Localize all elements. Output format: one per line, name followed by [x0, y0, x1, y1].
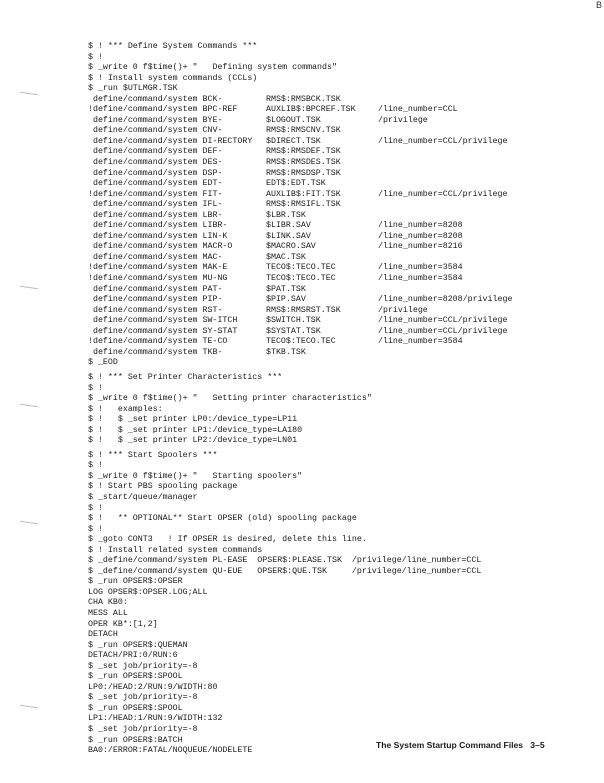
define-command: define/command/system RST- [88, 305, 223, 315]
code-line: $ ! $ _set printer LP1:/device_type=LA180 [88, 425, 303, 435]
task-file: $TKB.TSK [266, 347, 306, 357]
qualifiers: /line_number=CCL [378, 105, 458, 115]
qualifiers: /line_number=CCL/privilege [378, 136, 508, 146]
task-file: RMS$:RMSBCK.TSK [266, 94, 341, 104]
qualifiers: /line_number=8208 [378, 221, 463, 231]
define-command-row [88, 242, 512, 253]
code-line: LP1:/HEAD:1/RUN:9/WIDTH:132 [88, 714, 223, 724]
code-line: $ ! [88, 383, 103, 393]
task-file: $PAT.TSK [266, 284, 306, 294]
define-command-row [88, 169, 512, 180]
define-command: define/command/system LIBR- [88, 221, 228, 231]
qualifiers: /line_number=8208 [378, 231, 463, 241]
code-line: LP0:/HEAD:2/RUN:9/WIDTH:80 [88, 682, 218, 692]
code-line: $ ! *** Define System Commands *** [88, 42, 258, 51]
qualifiers: /privilege [378, 305, 428, 315]
define-command-row [88, 200, 512, 211]
code-line: $ _run OPSER$:SPOOL [88, 703, 183, 713]
code-line: LOG OPSER$:OPSER.LOG;ALL [88, 587, 208, 597]
code-line: $ ! *** Set Printer Characteristics *** [88, 372, 283, 382]
task-file: $MAC.TSK [266, 252, 306, 262]
define-command-row [88, 116, 512, 127]
code-line: $ _start/queue/manager [88, 492, 198, 502]
define-command: !define/command/system MAK-E [88, 263, 228, 273]
task-file: RMS$:RMSDEF.TSK [266, 147, 341, 157]
margin-mark [20, 286, 38, 290]
task-file: $PIP.SAV [266, 295, 306, 305]
code-line: DETACH/PRI:0/RUN:6 [88, 651, 178, 661]
task-file: $LOGOUT.TSK [266, 115, 321, 125]
task-file: $MACRO.SAV [266, 242, 316, 252]
define-command-row [88, 295, 512, 306]
define-command: !define/command/system TE-CO [88, 337, 228, 347]
task-file: TECO$:TECO.TEC [266, 263, 336, 273]
code-line: $ ! [88, 524, 103, 534]
define-command: define/command/system LIN-K [88, 231, 228, 241]
qualifiers: /line_number=8216 [378, 242, 463, 252]
define-command-row [88, 158, 512, 169]
define-command-row [88, 263, 512, 274]
code-line: $ _define/command/system QU-EUE OPSER$:QUE.TSK /privilege/line_number=CCL [88, 566, 482, 576]
define-command-row [88, 316, 512, 327]
task-file: TECO$:TECO.TEC [266, 337, 336, 347]
qualifiers: /privilege [378, 115, 428, 125]
code-line: MESS ALL [88, 608, 128, 618]
define-command: define/command/system IFL- [88, 200, 223, 210]
task-file: $LBR.TSK [266, 210, 306, 220]
margin-mark [20, 521, 38, 525]
task-file: RMS$:RMSCNV.TSK [266, 126, 341, 136]
task-file: EDT$:EDT.TSK [266, 179, 326, 189]
define-command: define/command/system MAC- [88, 252, 223, 262]
command-file-listing [88, 42, 512, 757]
qualifiers: /line_number=3584 [378, 263, 463, 273]
define-command-row [88, 306, 512, 317]
code-line: $ ! [88, 52, 103, 62]
task-file: RMS$:RMSDSP.TSK [266, 168, 341, 178]
define-command: define/command/system CNV- [88, 126, 223, 136]
corner-mark: B [595, 0, 602, 10]
code-line: $ ! $ _set printer LP2:/device_type=LN01 [88, 436, 298, 446]
task-file: $LINK.SAV [266, 231, 311, 241]
define-command-row [88, 95, 512, 106]
code-line: $ ! *** Start Spoolers *** [88, 450, 218, 460]
define-command: define/command/system EDT- [88, 179, 223, 189]
code-line: $ _set job/priority=-8 [88, 725, 198, 734]
qualifiers: /line_number=3584 [378, 337, 463, 347]
define-command-row [88, 337, 512, 348]
task-file: AUXLIB$:FIT.TSK [266, 189, 341, 199]
margin-mark [20, 705, 38, 709]
define-command: define/command/system PIP- [88, 295, 223, 305]
define-command: !define/command/system MU-NG [88, 274, 228, 284]
code-line: CHA KB0: [88, 598, 128, 608]
code-line: $ _set job/priority=-8 [88, 693, 198, 703]
define-command: define/command/system TKB- [88, 347, 223, 357]
footer-title: The System Startup Command Files [376, 740, 524, 750]
define-command: define/command/system BCK- [88, 94, 223, 104]
define-command: define/command/system MACR-O [88, 242, 233, 252]
code-line: $ _set job/priority=-8 [88, 661, 198, 671]
define-command: define/command/system SW-ITCH [88, 316, 238, 326]
define-command-row [88, 147, 512, 158]
qualifiers: /line_number=CCL/privilege [378, 326, 508, 336]
task-file: RMS$:RMSIFL.TSK [266, 200, 341, 210]
define-command: !define/command/system BPC-REF [88, 105, 238, 115]
define-command-row [88, 190, 512, 201]
define-command: define/command/system BYE- [88, 115, 223, 125]
code-line: $ _write 0 f$time()+ " Starting spoolers" [88, 471, 303, 481]
task-file: $DIRECT.TSK [266, 136, 321, 146]
task-file: RMS$:RMSRST.TSK [266, 305, 341, 315]
define-command-row [88, 327, 512, 338]
qualifiers: /line_number=CCL/privilege [378, 189, 508, 199]
code-line: $ _run OPSER$:BATCH [88, 735, 183, 745]
define-command-row [88, 253, 512, 264]
code-line: $ _goto CONT3 ! If OPSER is desired, delete this line. [88, 535, 367, 545]
define-command: define/command/system SY-STAT [88, 326, 238, 336]
task-file: RMS$:RMSDES.TSK [266, 158, 341, 168]
task-file: $SWITCH.TSK [266, 316, 321, 326]
code-line: $ _define/command/system PL-EASE OPSER$:PLEASE.TSK /privilege/line_number=CCL [88, 556, 482, 566]
code-line: OPER KB*:[1,2] [88, 619, 158, 629]
page-number: 3–5 [530, 740, 545, 750]
task-file: $SYSTAT.TSK [266, 326, 321, 336]
define-command: !define/command/system FIT- [88, 189, 223, 199]
define-command: define/command/system DES- [88, 158, 223, 168]
define-command-row [88, 126, 512, 137]
define-command: define/command/system DEF- [88, 147, 223, 157]
code-line: $ _run OPSER$:QUEMAN [88, 640, 188, 650]
define-command: define/command/system DSP- [88, 168, 223, 178]
code-line: DETACH [88, 630, 118, 640]
qualifiers: /line_number=CCL/privilege [378, 316, 508, 326]
page-footer [376, 740, 545, 750]
code-line: $ _EOD [88, 358, 118, 368]
define-command: define/command/system DI-RECTORY [88, 136, 253, 146]
code-line: $ ! Start PBS spooling package [88, 482, 238, 492]
task-file: TECO$:TECO.TEC [266, 274, 336, 284]
define-command: define/command/system PAT- [88, 284, 223, 294]
define-command-row [88, 348, 512, 359]
task-file: $LIBR.SAV [266, 221, 311, 231]
margin-mark [20, 92, 38, 96]
code-line: $ _run OPSER$:OPSER [88, 577, 183, 587]
code-line: $ ! $ _set printer LP0:/device_type=LP11 [88, 415, 298, 425]
define-command-row [88, 221, 512, 232]
code-line: $ ! Install related system commands [88, 545, 263, 555]
code-line: $ ! Install system commands (CCLs) [88, 73, 258, 83]
task-file: AUXLIB$:BPCREF.TSK [266, 105, 356, 115]
code-line: $ ! ** OPTIONAL** Start OPSER (old) spooling package [88, 514, 357, 524]
code-line: $ ! [88, 503, 103, 513]
qualifiers: /line_number=3584 [378, 274, 463, 284]
code-line: BA0:/ERROR:FATAL/NOQUEUE/NODELETE [88, 746, 253, 756]
define-command-row [88, 211, 512, 222]
define-command-row [88, 232, 512, 243]
define-command-row [88, 179, 512, 190]
define-command-row [88, 137, 512, 148]
code-line: $ _run $UTLMGR.TSK [88, 84, 178, 94]
qualifiers: /line_number=8208/privilege [378, 295, 513, 305]
margin-mark [20, 404, 38, 408]
code-line: $ _run OPSER$:SPOOL [88, 672, 183, 682]
define-command-row [88, 285, 512, 296]
code-line: $ _write 0 f$time()+ " Setting printer characteristics" [88, 394, 372, 404]
define-command: define/command/system LBR- [88, 210, 223, 220]
code-line: $ _write 0 f$time()+ " Defining system commands" [88, 63, 337, 73]
define-command-row [88, 105, 512, 116]
code-line: $ ! [88, 461, 103, 471]
code-line: $ ! examples: [88, 404, 163, 414]
define-command-row [88, 274, 512, 285]
